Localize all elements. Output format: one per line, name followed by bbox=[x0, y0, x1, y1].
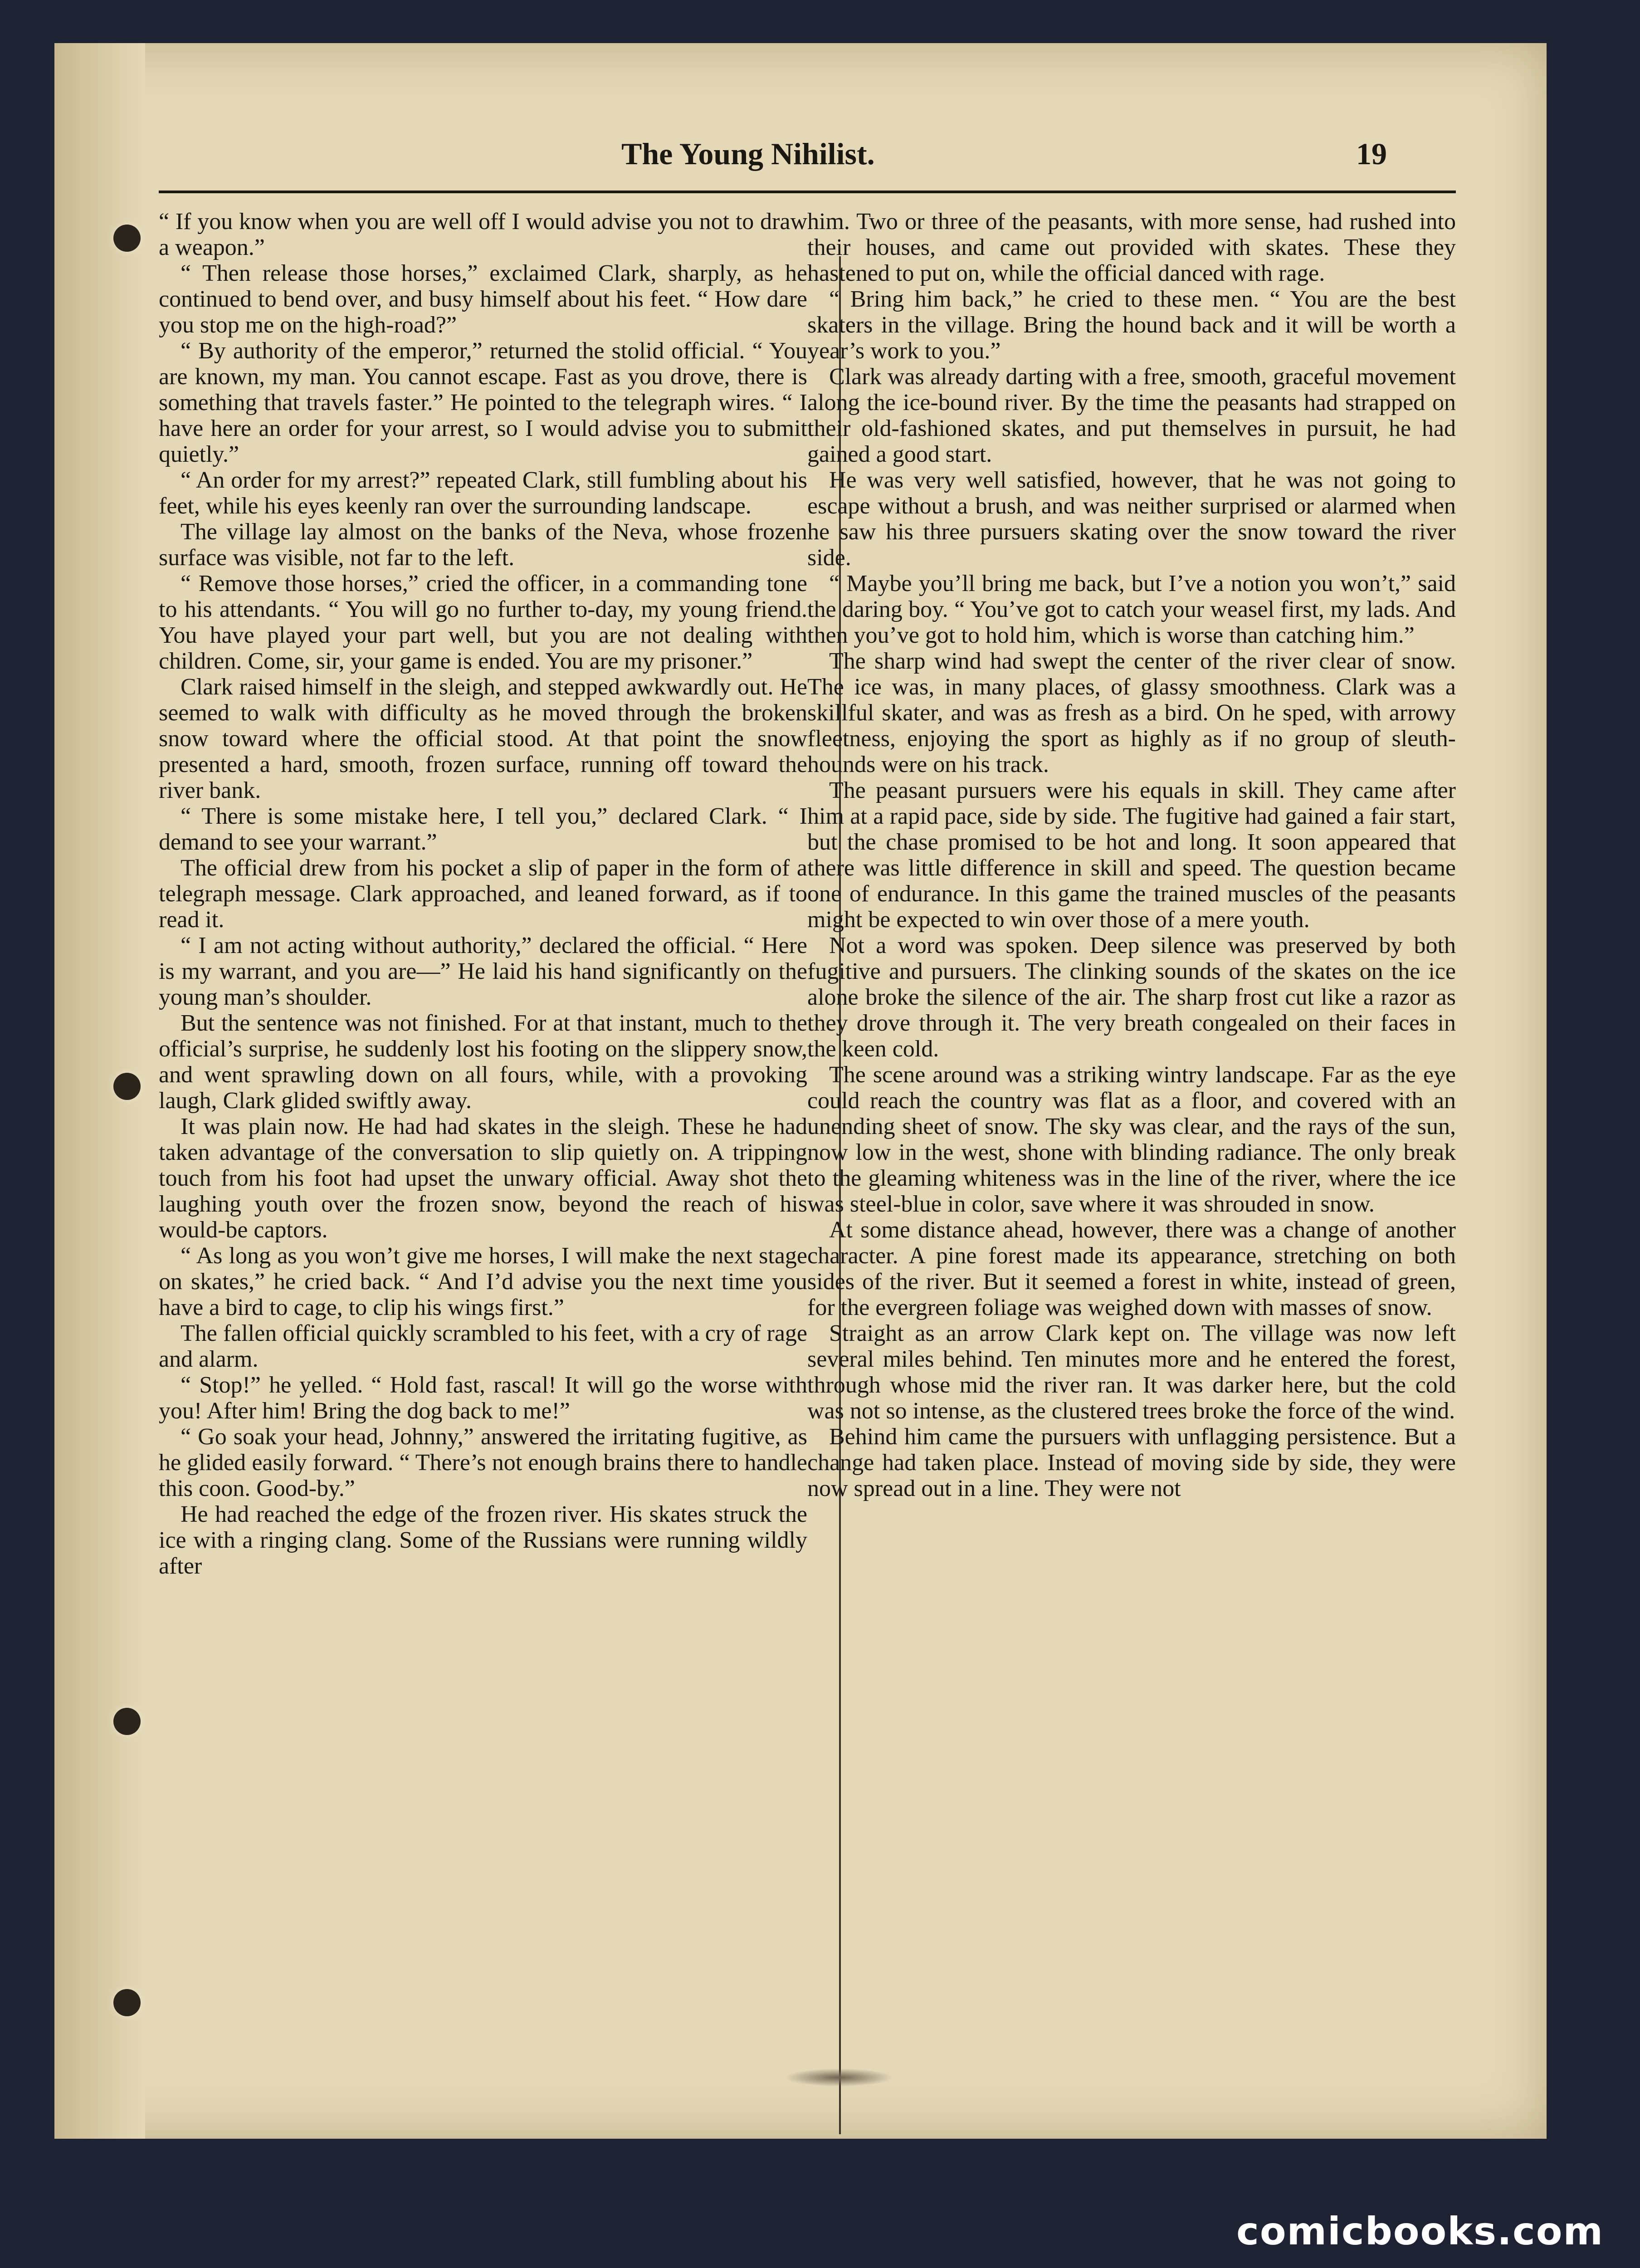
paragraph: “ Go soak your head, Johnny,” answered the irritating fugitive, as he glided easily forward. “ There’s not enough brains there to handle this coon. Good-by.” bbox=[159, 1424, 807, 1501]
left-text-column bbox=[159, 209, 807, 2132]
paragraph: He was very well satisfied, however, that he was not going to escape without a brush, and was neither surprised or alarmed when he saw his three pursuers skating over the snow toward the river side. bbox=[807, 467, 1456, 571]
paragraph: “ By authority of the emperor,” returned the stolid official. “ You are known, my man. You cannot escape. Fast as you drove, there is something that travels faster.” He pointed to the telegraph wires. “ I have here an order for your arrest, so I would advise you to submit quietly.” bbox=[159, 338, 807, 467]
paragraph: “ There is some mistake here, I tell you,” declared Clark. “ I demand to see your warrant.” bbox=[159, 803, 807, 855]
header-rule bbox=[159, 191, 1456, 193]
binding-hole bbox=[113, 1708, 141, 1735]
paragraph: Straight as an arrow Clark kept on. The village was now left several miles behind. Ten minutes more and he entered the forest, through whose mid the river ran. It was darker here, but the cold was not so intense, as the clustered trees broke the force of the wind. bbox=[807, 1320, 1456, 1424]
running-title: The Young Nihilist. bbox=[621, 137, 875, 171]
paragraph: “ Stop!” he yelled. “ Hold fast, rascal! It will go the worse with you! After him! Bring the dog back to me!” bbox=[159, 1372, 807, 1424]
paragraph: The official drew from his pocket a slip of paper in the form of a telegraph message. Clark approached, and leaned forward, as if to read it. bbox=[159, 855, 807, 933]
paragraph: The village lay almost on the banks of the Neva, whose frozen surface was visible, not far to the left. bbox=[159, 519, 807, 571]
paragraph: “ Maybe you’ll bring me back, but I’ve a notion you won’t,” said the daring boy. “ You’ve got to catch your weasel first, my lads. And then you’ve got to hold him, which is worse than catching him.” bbox=[807, 571, 1456, 648]
paragraph: Not a word was spoken. Deep silence was preserved by both fugitive and pursuers. The clinking sounds of the skates on the ice alone broke the silence of the air. The sharp frost cut like a razor as they drove through it. The very breath congealed on their faces in the keen cold. bbox=[807, 933, 1456, 1062]
paragraph: It was plain now. He had had skates in the sleigh. These he had taken advantage of the conversation to slip quietly on. A tripping touch from his foot had upset the unwary official. Away shot the laughing youth over the frozen snow, beyond the reach of his would-be captors. bbox=[159, 1114, 807, 1243]
paragraph: The sharp wind had swept the center of the river clear of snow. The ice was, in many places, of glassy smoothness. Clark was a skillful skater, and was as fresh as a bird. On he sped, with arrowy fleetness, enjoying the sport as highly as if no group of sleuth-hounds were on his track. bbox=[807, 648, 1456, 777]
paragraph: Behind him came the pursuers with unflagging persistence. But a change had taken place. Instead of moving side by side, they were now spread out in a line. They were not bbox=[807, 1424, 1456, 1501]
paragraph: “ Then release those horses,” exclaimed Clark, sharply, as he continued to bend over, and busy himself about his feet. “ How dare you stop me on the high-road?” bbox=[159, 260, 807, 338]
paragraph: At some distance ahead, however, there was a change of another character. A pine forest made its appearance, stretching on both sides of the river. But it seemed a forest in white, instead of green, for the evergreen foliage was weighed down with masses of snow. bbox=[807, 1217, 1456, 1320]
binding-hole bbox=[113, 1073, 141, 1100]
right-text-column bbox=[807, 209, 1456, 2132]
paragraph: him. Two or three of the peasants, with more sense, had rushed into their houses, and came out provided with skates. These they hastened to put on, while the official danced with rage. bbox=[807, 209, 1456, 286]
paragraph: The peasant pursuers were his equals in skill. They came after him at a rapid pace, side by side. The fugitive had gained a fair start, but the chase promised to be hot and long. It soon appeared that there was little difference in skill and speed. The question became one of endurance. In this game the trained muscles of the peasants might be expected to win over those of a mere youth. bbox=[807, 777, 1456, 933]
paragraph: He had reached the edge of the frozen river. His skates struck the ice with a ringing clang. Some of the Russians were running wildly after bbox=[159, 1501, 807, 1579]
paragraph: Clark raised himself in the sleigh, and stepped awkwardly out. He seemed to walk with difficulty as he moved through the broken snow toward where the official stood. At that point the snow presented a hard, smooth, frozen surface, running off toward the river bank. bbox=[159, 674, 807, 803]
paragraph: “ Bring him back,” he cried to these men. “ You are the best skaters in the village. Bring the hound back and it will be worth a year’s work to you.” bbox=[807, 286, 1456, 364]
paragraph: “ I am not acting without authority,” declared the official. “ Here is my warrant, and you are—” He laid his hand significantly on the young man’s shoulder. bbox=[159, 933, 807, 1010]
paragraph: “ As long as you won’t give me horses, I will make the next stage on skates,” he cried back. “ And I’d advise you the next time you have a bird to cage, to clip his wings first.” bbox=[159, 1243, 807, 1320]
printer-ornament bbox=[785, 2068, 893, 2087]
paragraph: The fallen official quickly scrambled to his feet, with a cry of rage and alarm. bbox=[159, 1320, 807, 1372]
site-watermark: comicbooks.com bbox=[1236, 2209, 1604, 2253]
paragraph: Clark was already darting with a free, smooth, graceful movement along the ice-bound river. By the time the peasants had strapped on their old-fashioned skates, and put themselves in pursuit, he had gained a good start. bbox=[807, 364, 1456, 467]
binding-hole bbox=[113, 1989, 141, 2016]
page-number: 19 bbox=[1356, 137, 1387, 171]
paragraph: “ If you know when you are well off I would advise you not to draw a weapon.” bbox=[159, 209, 807, 260]
paragraph: The scene around was a striking wintry landscape. Far as the eye could reach the country was flat as a floor, and covered with an unending sheet of snow. The sky was clear, and the rays of the sun, now low in the west, shone with blinding radiance. The only break to the gleaming whiteness was in the line of the river, where the ice was steel-blue in color, save where it was shrouded in snow. bbox=[807, 1062, 1456, 1217]
paragraph: “ Remove those horses,” cried the officer, in a commanding tone to his attendants. “ You will go no further to-day, my young friend. You have played your part well, but you are not dealing with children. Come, sir, your game is ended. You are my prisoner.” bbox=[159, 571, 807, 674]
paragraph: “ An order for my arrest?” repeated Clark, still fumbling about his feet, while his eyes keenly ran over the surrounding landscape. bbox=[159, 467, 807, 519]
paragraph: But the sentence was not finished. For at that instant, much to the official’s surprise, he suddenly lost his footing on the slippery snow, and went sprawling down on all fours, while, with a provoking laugh, Clark glided swiftly away. bbox=[159, 1010, 807, 1114]
binding-hole bbox=[113, 225, 141, 252]
